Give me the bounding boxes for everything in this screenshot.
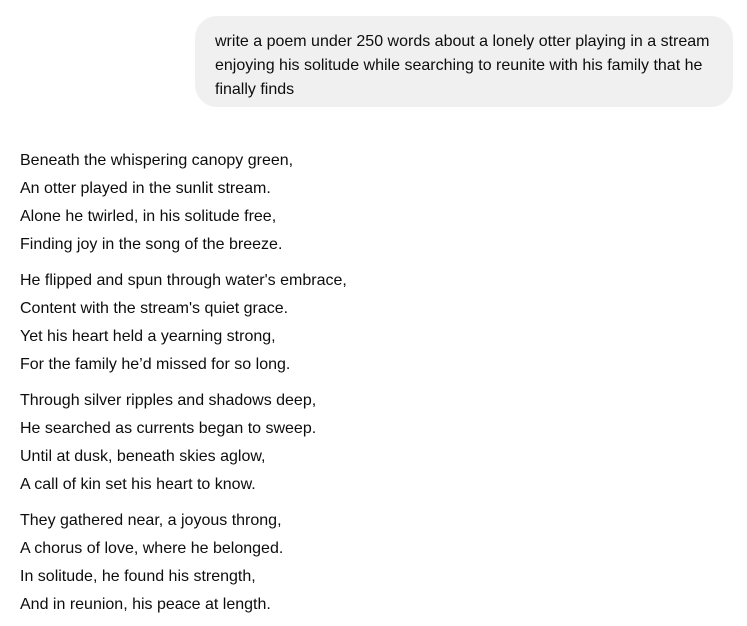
poem-line: Until at dusk, beneath skies aglow, (20, 448, 266, 465)
poem-line: They gathered near, a joyous throng, (20, 512, 282, 529)
poem-stanza-4 (20, 507, 720, 619)
poem-line: A chorus of love, where he belonged. (20, 540, 284, 557)
poem-line: A call of kin set his heart to know. (20, 476, 256, 493)
poem-line: Yet his heart held a yearning strong, (20, 328, 276, 345)
poem-line: For the family he’d missed for so long. (20, 356, 291, 373)
poem-line: An otter played in the sunlit stream. (20, 180, 271, 197)
poem-line: He flipped and spun through water's embrace, (20, 272, 347, 289)
poem-stanza-3 (20, 387, 720, 499)
user-message-text: write a poem under 250 words about a lonely otter playing in a stream enjoying his solitude while searching to reunite with his family that he finally finds (215, 33, 710, 98)
assistant-message (20, 147, 720, 626)
poem-line: Content with the stream's quiet grace. (20, 300, 289, 317)
user-message-bubble (195, 16, 733, 107)
poem-line: And in reunion, his peace at length. (20, 596, 271, 613)
poem-line: Finding joy in the song of the breeze. (20, 236, 283, 253)
poem-line: Through silver ripples and shadows deep, (20, 392, 317, 409)
poem-line: He searched as currents began to sweep. (20, 420, 317, 437)
poem-stanza-1 (20, 147, 720, 259)
poem-line: Beneath the whispering canopy green, (20, 152, 294, 169)
poem-line: In solitude, he found his strength, (20, 568, 256, 585)
poem-stanza-2 (20, 267, 720, 379)
poem-line: Alone he twirled, in his solitude free, (20, 208, 277, 225)
